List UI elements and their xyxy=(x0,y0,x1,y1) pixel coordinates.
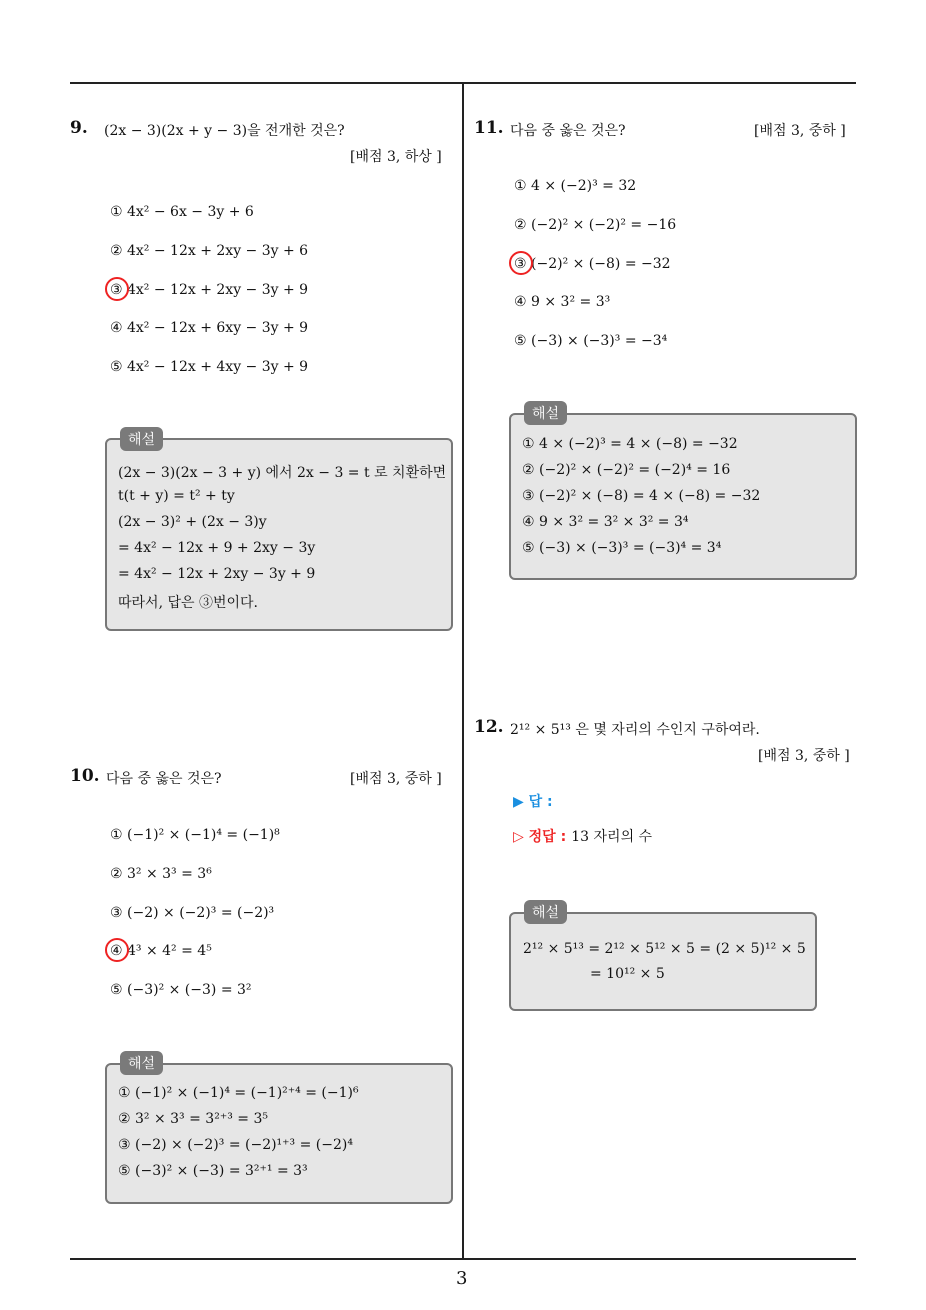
explanation-line: ⑤ (−3) × (−3)³ = (−3)⁴ = 3⁴ xyxy=(522,540,722,556)
answer-prompt[interactable]: ▶ 답 : xyxy=(513,794,553,810)
explanation-line: = 10¹² × 5 xyxy=(590,966,665,982)
option-1[interactable]: ① 4x² − 6x − 3y + 6 xyxy=(110,204,254,220)
explanation-line: ③ (−2)² × (−8) = 4 × (−8) = −32 xyxy=(522,488,761,504)
option-4[interactable]: ④ 9 × 3² = 3³ xyxy=(514,294,611,310)
explanation-line: ② 3² × 3³ = 3²⁺³ = 3⁵ xyxy=(118,1111,268,1127)
question-number: 9. xyxy=(70,118,88,138)
option-2[interactable]: ② 3² × 3³ = 3⁶ xyxy=(110,866,212,882)
option-4[interactable]: ④ 4x² − 12x + 6xy − 3y + 9 xyxy=(110,320,309,336)
option-5[interactable]: ⑤ (−3) × (−3)³ = −3⁴ xyxy=(514,333,668,349)
explanation-tag: 해설 xyxy=(524,401,567,425)
explanation-line: ① (−1)² × (−1)⁴ = (−1)²⁺⁴ = (−1)⁶ xyxy=(118,1085,359,1101)
question-number: 11. xyxy=(474,118,504,138)
correct-answer-row xyxy=(513,826,652,846)
explanation-tag: 해설 xyxy=(120,1051,163,1075)
column-divider xyxy=(462,82,464,1259)
question-number: 10. xyxy=(70,766,100,786)
explanation-line: t(t + y) = t² + ty xyxy=(118,488,235,504)
explanation-line: = 4x² − 12x + 2xy − 3y + 9 xyxy=(118,566,316,582)
explanation-line: ④ 9 × 3² = 3² × 3² = 3⁴ xyxy=(522,514,689,530)
points-label: [배점 3, 중하 ] xyxy=(758,748,850,764)
option-2[interactable]: ② (−2)² × (−2)² = −16 xyxy=(514,217,677,233)
explanation-line: ① 4 × (−2)³ = 4 × (−8) = −32 xyxy=(522,436,738,452)
explanation-box xyxy=(509,912,817,1011)
explanation-line: (2x − 3)(2x − 3 + y) 에서 2x − 3 = t 로 치환하면 xyxy=(118,465,447,481)
points-label: [배점 3, 중하 ] xyxy=(754,123,846,139)
answer-circle-mark xyxy=(509,251,533,275)
correct-answer-value: 13 자리의 수 xyxy=(571,829,653,845)
explanation-line: ⑤ (−3)² × (−3) = 3²⁺¹ = 3³ xyxy=(118,1163,308,1179)
explanation-line: ③ (−2) × (−2)³ = (−2)¹⁺³ = (−2)⁴ xyxy=(118,1137,353,1153)
option-3[interactable]: ③ 4x² − 12x + 2xy − 3y + 9 xyxy=(110,282,309,298)
option-4[interactable]: ④ 4³ × 4² = 4⁵ xyxy=(110,943,212,959)
explanation-line: = 4x² − 12x + 9 + 2xy − 3y xyxy=(118,540,316,556)
option-3[interactable]: ③ (−2)² × (−8) = −32 xyxy=(514,256,671,272)
question-text: 다음 중 옳은 것은? xyxy=(106,771,222,787)
option-3[interactable]: ③ (−2) × (−2)³ = (−2)³ xyxy=(110,905,275,921)
explanation-tag: 해설 xyxy=(120,427,163,451)
option-2[interactable]: ② 4x² − 12x + 2xy − 3y + 6 xyxy=(110,243,309,259)
answer-circle-mark xyxy=(105,277,129,301)
answer-circle-mark xyxy=(105,938,129,962)
points-label: [배점 3, 중하 ] xyxy=(350,771,442,787)
explanation-line: 2¹² × 5¹³ = 2¹² × 5¹² × 5 = (2 × 5)¹² × 5 xyxy=(523,941,806,957)
option-1[interactable]: ① (−1)² × (−1)⁴ = (−1)⁸ xyxy=(110,827,280,843)
option-5[interactable]: ⑤ 4x² − 12x + 4xy − 3y + 9 xyxy=(110,359,309,375)
explanation-tag: 해설 xyxy=(524,900,567,924)
correct-answer-label: ▷ 정답 : xyxy=(513,829,567,845)
question-text: 다음 중 옳은 것은? xyxy=(510,123,626,139)
question-text: 2¹² × 5¹³ 은 몇 자리의 수인지 구하여라. xyxy=(510,722,760,738)
explanation-line: ② (−2)² × (−2)² = (−2)⁴ = 16 xyxy=(522,462,731,478)
question-text: (2x − 3)(2x + y − 3)을 전개한 것은? xyxy=(104,123,345,139)
points-label: [배점 3, 하상 ] xyxy=(350,149,442,165)
page-number: 3 xyxy=(456,1268,468,1289)
question-number: 12. xyxy=(474,717,504,737)
explanation-line: (2x − 3)² + (2x − 3)y xyxy=(118,514,267,530)
option-5[interactable]: ⑤ (−3)² × (−3) = 3² xyxy=(110,982,252,998)
option-1[interactable]: ① 4 × (−2)³ = 32 xyxy=(514,178,637,194)
explanation-line: 따라서, 답은 ③번이다. xyxy=(118,595,258,611)
